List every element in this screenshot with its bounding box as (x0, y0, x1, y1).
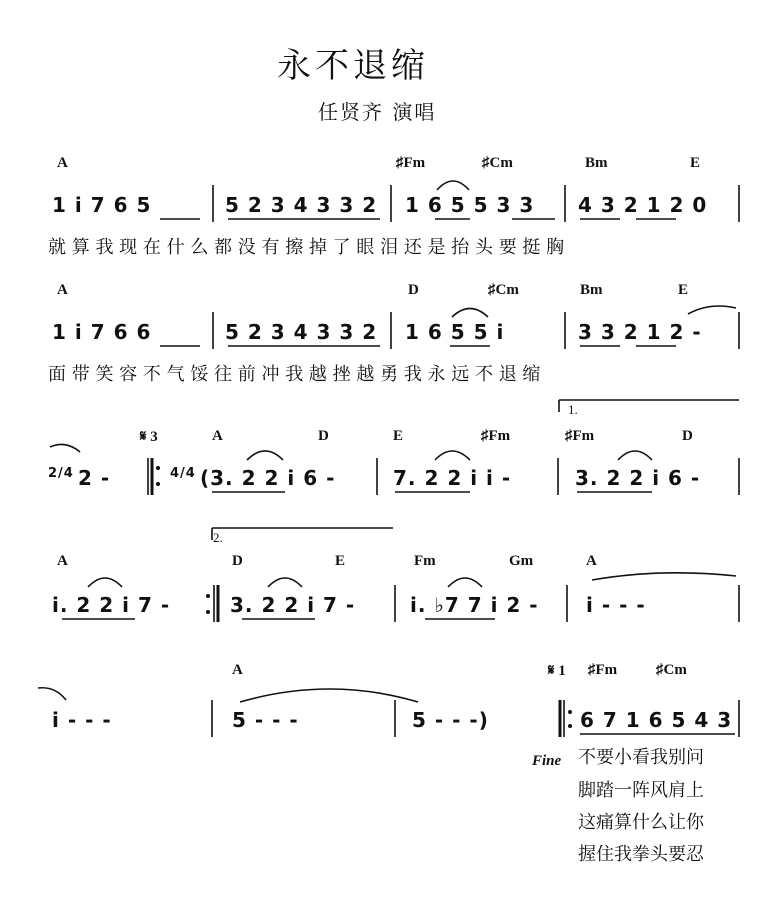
volta-ending-2: 2. (213, 530, 223, 545)
measure-notes: 5 2 3 4 3 3 2 (225, 320, 378, 344)
chord: ♯Fm (481, 428, 511, 444)
tie (240, 689, 418, 702)
chord: ♯Cm (656, 662, 687, 678)
measure-notes: 1 6 5 5 3 3 (405, 193, 535, 217)
repeat-dot (206, 610, 210, 614)
measure-notes: 1 i 7 6 5 (52, 193, 152, 217)
song-title: 永不退缩 (277, 46, 429, 86)
slur (268, 578, 302, 587)
repeat-dot (568, 710, 572, 714)
slur (88, 578, 122, 587)
chord: E (393, 428, 404, 444)
time-signature: 2/4 (48, 466, 74, 481)
measure-notes: i - - - (52, 708, 112, 732)
lyrics-line: 面 带 笑 容 不 气 馁 往 前 冲 我 越 挫 越 勇 我 永 远 不 退 缩 (48, 364, 541, 385)
lyrics-line: 脚踏一阵风肩上 (578, 780, 704, 801)
slur (435, 451, 470, 460)
lyrics-line: 握住我拳头要忍 (578, 844, 704, 865)
segno-mark: 𝄋 1 (548, 663, 566, 679)
slur (247, 451, 283, 460)
measure-notes: 3. 2 2 i 7 - (230, 593, 356, 617)
measure-notes: (3. 2 2 i 6 - (200, 466, 336, 490)
measure-notes: i. 2 2 i 7 - (52, 593, 171, 617)
lyrics-line: 就 算 我 现 在 什 么 都 没 有 擦 掉 了 眼 泪 还 是 抬 头 要 挺 胸 (48, 237, 565, 258)
tie (38, 688, 66, 700)
song-performer: 任贤齐 演唱 (318, 100, 437, 124)
chord: E (335, 553, 346, 569)
measure-notes: 5 - - -) (412, 708, 489, 732)
measure-notes: 7. 2 2 i i - (393, 466, 512, 490)
chord: D (232, 553, 243, 569)
slur (437, 181, 469, 190)
time-signature: 4/4 (170, 466, 196, 481)
lyrics-line: 这痛算什么让你 (578, 812, 704, 833)
slur (448, 578, 482, 587)
measure-notes: 3 3 2 1 2 - (578, 320, 702, 344)
measure-notes: i. ♭7 7 i 2 - (410, 593, 539, 617)
repeat-dot (156, 482, 160, 486)
chord: A (57, 155, 68, 171)
measure-notes: 2 - (78, 466, 111, 490)
chord: A (57, 282, 68, 298)
slur (618, 451, 652, 460)
chord: ♯Fm (396, 155, 426, 171)
chord: D (408, 282, 419, 298)
volta-ending-1: 1. (568, 402, 578, 417)
chord: D (318, 428, 329, 444)
measure-notes: 6 7 1 6 5 4 3 (580, 708, 733, 732)
repeat-dot (568, 724, 572, 728)
chord: A (212, 428, 223, 444)
chord: A (232, 662, 243, 678)
repeat-dot (206, 594, 210, 598)
chord: Fm (414, 553, 436, 569)
measure-notes: 4 3 2 1 2 0 (578, 193, 708, 217)
slur (452, 309, 488, 318)
fine-marking: Fine (532, 753, 562, 769)
chord: A (57, 553, 68, 569)
chord: Gm (509, 553, 534, 569)
chord: Bm (585, 155, 608, 171)
chord: ♯Cm (482, 155, 513, 171)
chord: ♯Fm (588, 662, 618, 678)
tie (688, 306, 736, 314)
segno-mark: 𝄋 3 (140, 429, 158, 445)
chord: ♯Fm (565, 428, 595, 444)
chord: A (586, 553, 597, 569)
chord: E (690, 155, 701, 171)
measure-notes: 1 i 7 6 6 (52, 320, 152, 344)
chord: E (678, 282, 689, 298)
tie (592, 573, 736, 580)
measure-notes: 5 - - - (232, 708, 299, 732)
lyrics-line: 不要小看我别问 (578, 747, 704, 768)
measure-notes: 3. 2 2 i 6 - (575, 466, 701, 490)
chord: ♯Cm (488, 282, 519, 298)
repeat-dot (156, 466, 160, 470)
measure-notes: i - - - (586, 593, 646, 617)
chord: D (682, 428, 693, 444)
measure-notes: 5 2 3 4 3 3 2 (225, 193, 378, 217)
tie (50, 444, 80, 452)
measure-notes: 1 6 5 5 i (405, 320, 505, 344)
chord: Bm (580, 282, 603, 298)
